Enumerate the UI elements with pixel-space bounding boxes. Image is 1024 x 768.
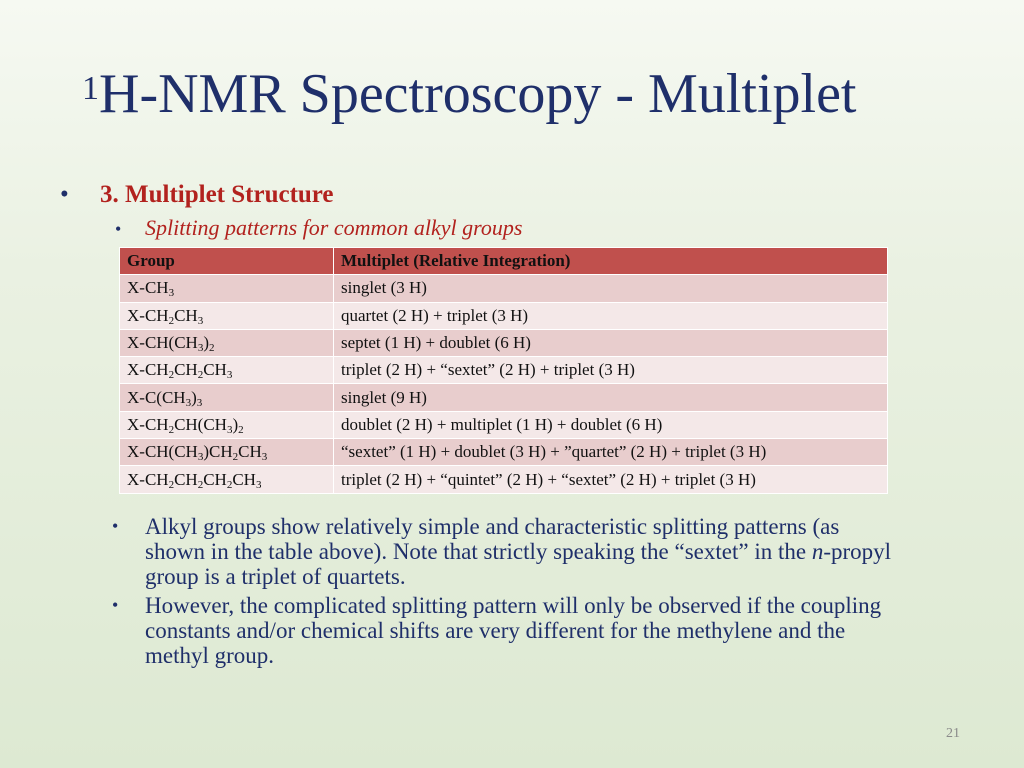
- header-multiplet: Multiplet (Relative Integration): [334, 248, 888, 275]
- cell-group: $X-CH(CH_3)_2$: [120, 329, 334, 356]
- bullet-icon: •: [112, 516, 119, 536]
- note-1-part: Alkyl groups show relatively simple and characteristic splitting patterns (as shown in the table above). Note that strictly speaking the “sextet” in the: [145, 514, 840, 564]
- title-superscript: 1: [82, 70, 99, 107]
- table-row: [120, 384, 888, 411]
- note-1-italic: n: [811, 539, 824, 564]
- cell-multiplet: singlet (9 H): [334, 384, 888, 411]
- cell-group: $X-CH(CH_3)CH_2CH_3$: [120, 439, 334, 466]
- note-bullet-2: [112, 593, 902, 668]
- bullet-icon: •: [60, 181, 69, 208]
- cell-multiplet: quartet (2 H) + triplet (3 H): [334, 302, 888, 329]
- table-row: [120, 329, 888, 356]
- note-text-2: However, the complicated splitting pattern will only be observed if the coupling constants and/or chemical shifts are very different for the methylene and the methyl group.: [145, 593, 882, 668]
- title-text: H-NMR Spectroscopy - Multiplet: [99, 63, 857, 125]
- cell-group: $X-CH_3$: [120, 275, 334, 302]
- subbullet-splitting-patterns: [115, 215, 522, 241]
- bullet-icon: •: [115, 219, 122, 239]
- cell-group: $X-CH_2CH_2CH_3$: [120, 357, 334, 384]
- splitting-table: [119, 247, 888, 494]
- bullet-multiplet-structure: [60, 181, 334, 209]
- page-number: 21: [946, 726, 960, 741]
- cell-multiplet: septet (1 H) + doublet (6 H): [334, 329, 888, 356]
- table-row: [120, 275, 888, 302]
- cell-group: $X-CH_2CH(CH_3)_2$: [120, 411, 334, 438]
- note-1-part: -propyl group is a triplet of quartets.: [145, 539, 892, 589]
- table-header-row: [120, 248, 888, 275]
- bullet-text: 3. Multiplet Structure: [100, 181, 334, 208]
- note-text-1: [145, 514, 902, 589]
- header-group: Group: [120, 248, 334, 275]
- cell-multiplet: triplet (2 H) + “sextet” (2 H) + triplet (3 H): [334, 357, 888, 384]
- table-row: [120, 466, 888, 493]
- cell-multiplet: doublet (2 H) + multiplet (1 H) + doublet (6 H): [334, 411, 888, 438]
- table-row: [120, 411, 888, 438]
- subbullet-text: Splitting patterns for common alkyl groups: [145, 215, 523, 240]
- cell-multiplet: triplet (2 H) + “quintet” (2 H) + “sextet” (2 H) + triplet (3 H): [334, 466, 888, 493]
- table-row: [120, 439, 888, 466]
- table-row: [120, 357, 888, 384]
- cell-group: $X-C(CH_3)_3$: [120, 384, 334, 411]
- notes: [112, 514, 902, 672]
- table-body: [120, 275, 888, 493]
- slide-title: [82, 62, 856, 126]
- cell-multiplet: “sextet” (1 H) + doublet (3 H) + ”quartet” (2 H) + triplet (3 H): [334, 439, 888, 466]
- cell-group: $X-CH_2CH_3$: [120, 302, 334, 329]
- cell-group: $X-CH_2CH_2CH_2CH_3$: [120, 466, 334, 493]
- note-bullet-1: [112, 514, 902, 589]
- bullet-icon: •: [112, 595, 119, 615]
- table-row: [120, 302, 888, 329]
- cell-multiplet: singlet (3 H): [334, 275, 888, 302]
